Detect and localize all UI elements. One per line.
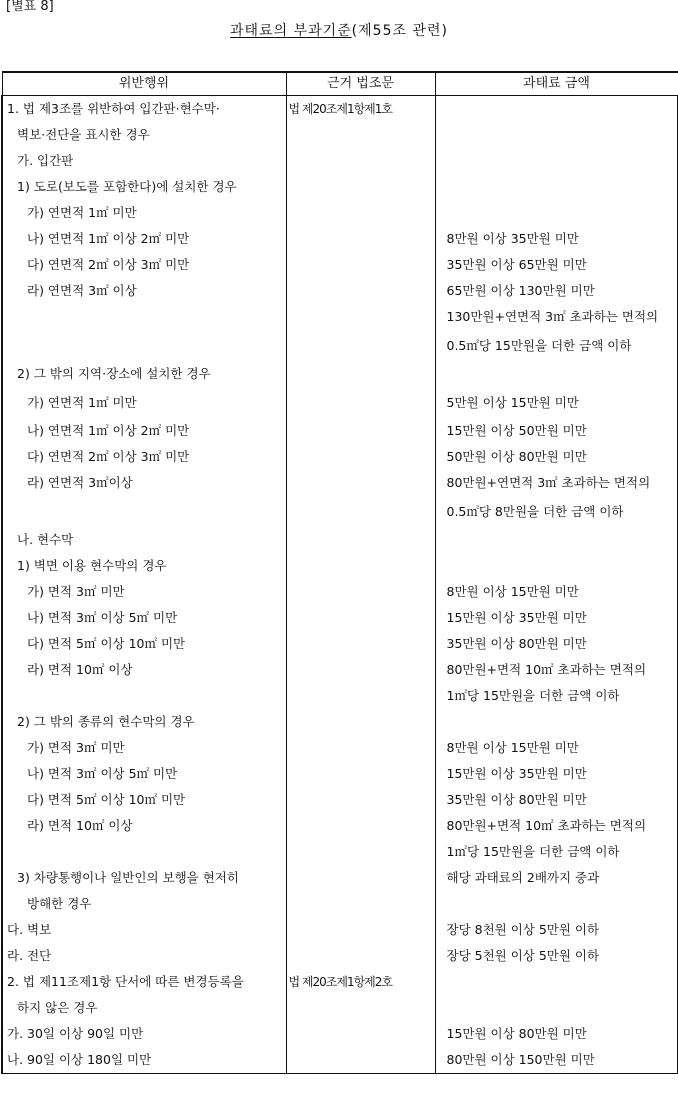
column-header-fine: 과태료 금액 [435,72,678,96]
title-sub: (제55조 관련) [351,23,448,39]
list-item [436,96,678,122]
list-item: 다. 벽보 [7,922,52,937]
list-item: 법 제20조제1항제1호 [288,102,392,116]
list-item: 해당 과태료의 2배까지 중과 [446,870,600,885]
list-item [287,657,435,683]
list-item: 라) 연면적 3㎡ 이상 [27,283,137,298]
list-item [287,865,435,891]
list-item: 35만원 이상 80만원 미만 [446,792,587,807]
list-item [287,252,435,278]
list-item [3,496,286,527]
list-item [287,917,435,943]
fine-criteria-table [1,71,678,1074]
list-item: 가. 30일 이상 90일 미만 [7,1026,144,1041]
list-item: 라) 연면적 3㎡이상 [27,475,133,490]
list-item [287,579,435,605]
list-item [287,444,435,470]
list-item: 가) 연면적 1㎡ 미만 [27,205,137,220]
list-item [287,174,435,200]
list-item [287,148,435,174]
list-item [287,605,435,631]
list-item: 나. 현수막 [17,532,74,547]
list-item [287,278,435,304]
list-item [287,761,435,787]
list-item: 나) 면적 3㎡ 이상 5㎡ 미만 [27,610,178,625]
list-item [287,631,435,657]
list-item: 나) 면적 3㎡ 이상 5㎡ 미만 [27,766,178,781]
list-item: 나. 90일 이상 180일 미만 [7,1052,152,1067]
list-item: 5만원 이상 15만원 미만 [446,395,579,410]
list-item [287,361,435,387]
table-body-row [2,96,678,1074]
list-item: 15만원 이상 80만원 미만 [446,1026,587,1041]
list-item [3,304,286,330]
list-item [436,361,678,387]
list-item: 벽보·전단을 표시한 경우 [17,127,150,142]
list-item: 다) 면적 5㎡ 이상 10㎡ 미만 [27,792,186,807]
list-item: 0.5㎡당 15만원을 더한 금액 이하 [446,338,632,353]
list-item: 장당 8천원 이상 5만원 이하 [446,922,600,937]
list-item: 방해한 경우 [27,896,92,911]
list-item: 15만원 이상 50만원 미만 [446,423,587,438]
basis-column [286,96,435,1074]
list-item [287,1021,435,1047]
list-item [287,387,435,418]
list-item: 50만원 이상 80만원 미만 [446,449,587,464]
list-item [3,683,286,709]
list-item [287,527,435,553]
list-item [436,200,678,226]
list-item [287,470,435,496]
list-item [287,683,435,709]
list-item: 나) 연면적 1㎡ 이상 2㎡ 미만 [27,231,190,246]
list-item [287,709,435,735]
list-item: 1. 법 제3조를 위반하여 입간판·현수막· [7,101,220,116]
list-item: 가) 면적 3㎡ 미만 [27,584,125,599]
list-item: 다) 면적 5㎡ 이상 10㎡ 미만 [27,636,186,651]
list-item [436,174,678,200]
list-item: 15만원 이상 35만원 미만 [446,610,587,625]
list-item: 가) 면적 3㎡ 미만 [27,740,125,755]
list-item: 8만원 이상 35만원 미만 [446,231,579,246]
list-item [287,839,435,865]
list-item: 80만원+면적 10㎡ 초과하는 면적의 [446,818,647,833]
list-item [3,330,286,361]
list-item: 하지 않은 경우 [17,1000,98,1015]
column-header-basis: 근거 법조문 [286,72,435,96]
list-item [287,418,435,444]
list-item [287,787,435,813]
list-item [287,813,435,839]
list-item [436,527,678,553]
list-item [287,330,435,361]
document-title [0,22,678,40]
list-item [287,553,435,579]
list-item: 3) 차량통행이나 일반인의 보행을 현저히 [17,870,239,885]
table-header-row [2,72,678,96]
list-item [287,995,435,1021]
list-item: 다) 연면적 2㎡ 이상 3㎡ 미만 [27,257,190,272]
list-item: 65만원 이상 130만원 미만 [446,283,595,298]
list-item: 80만원+면적 10㎡ 초과하는 면적의 [446,662,647,677]
list-item: 가. 입간판 [17,153,74,168]
column-header-violation: 위반행위 [2,72,286,96]
list-item: 1㎡당 15만원을 더한 금액 이하 [446,688,620,703]
title-main: 과태료의 부과기준 [230,23,352,39]
fine-column [435,96,678,1074]
list-item [287,122,435,148]
list-item [287,1047,435,1073]
list-item: 80만원 이상 150만원 미만 [446,1052,595,1067]
list-item [436,709,678,735]
list-item [436,995,678,1021]
list-item: 1) 도로(보도를 포함한다)에 설치한 경우 [17,179,237,194]
list-item [436,969,678,995]
list-item: 2. 법 제11조제1항 단서에 따른 변경등록을 [7,974,244,989]
list-item [3,839,286,865]
list-item: 0.5㎡당 8만원을 더한 금액 이하 [446,504,624,519]
list-item [287,304,435,330]
list-item: 라) 면적 10㎡ 이상 [27,662,133,677]
list-item: 나) 연면적 1㎡ 이상 2㎡ 미만 [27,423,190,438]
list-item [287,200,435,226]
list-item: 1) 벽면 이용 현수막의 경우 [17,558,167,573]
list-item: 35만원 이상 80만원 미만 [446,636,587,651]
annex-label: [별표 8] [6,0,54,14]
list-item [436,122,678,148]
list-item: 130만원+연면적 3㎡ 초과하는 면적의 [446,309,659,324]
list-item: 2) 그 밖의 지역·장소에 설치한 경우 [17,366,211,381]
list-item: 80만원+연면적 3㎡ 초과하는 면적의 [446,475,651,490]
list-item: 8만원 이상 15만원 미만 [446,584,579,599]
list-item: 가) 연면적 1㎡ 미만 [27,395,137,410]
list-item [287,496,435,527]
list-item [287,226,435,252]
list-item: 다) 연면적 2㎡ 이상 3㎡ 미만 [27,449,190,464]
list-item: 35만원 이상 65만원 미만 [446,257,587,272]
list-item [436,553,678,579]
violation-column [2,96,286,1074]
list-item: 장당 5천원 이상 5만원 이하 [446,948,600,963]
list-item: 1㎡당 15만원을 더한 금액 이하 [446,844,620,859]
list-item [287,735,435,761]
list-item: 2) 그 밖의 종류의 현수막의 경우 [17,714,195,729]
list-item [436,891,678,917]
list-item: 라) 면적 10㎡ 이상 [27,818,133,833]
list-item [436,148,678,174]
list-item: 라. 전단 [7,948,52,963]
list-item [287,943,435,969]
list-item: 8만원 이상 15만원 미만 [446,740,579,755]
list-item: 15만원 이상 35만원 미만 [446,766,587,781]
list-item: 법 제20조제1항제2호 [288,975,392,989]
list-item [287,891,435,917]
